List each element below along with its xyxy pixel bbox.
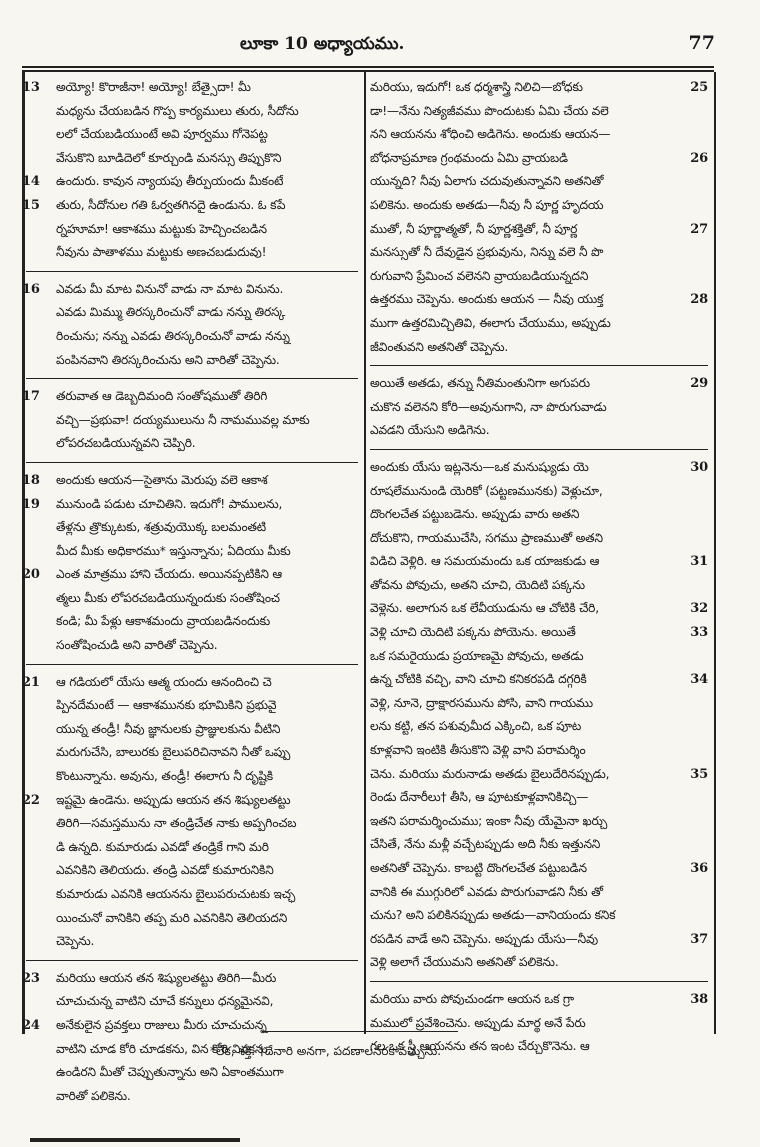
text-line [370, 574, 708, 598]
text-line [26, 325, 358, 349]
header-rule [22, 66, 714, 68]
verse-block [22, 462, 358, 664]
text-line [26, 147, 358, 171]
verse-number: 35 [690, 766, 708, 782]
line-text: రుగువాని ప్రేమించ వలెనని వ్రాయబడియున్నదని [370, 268, 589, 283]
line-text: త్మలు మీకు లోపరచబడియున్నందుకు సంతోషించ [56, 590, 280, 605]
text-line [370, 810, 708, 834]
text-line [22, 278, 358, 302]
text-line [370, 288, 708, 312]
verse-number: 31 [690, 554, 708, 570]
verse-number: 13 [22, 80, 40, 95]
line-text: వెళ్లెను. అలాగున ఒక లేవీయుడును ఆ చోటికి చేరి, [370, 601, 599, 616]
text-line [26, 301, 358, 325]
line-text: ఇతని పరామర్శించుము; ఇంకా నీవు యేమైనా ఖర్చు [370, 813, 608, 828]
footnote: *లేక, శక్తి. †దేనారి అనగా, పదణాలనరకావచ్చును. [210, 1044, 442, 1058]
line-text: ప్పినదేమంటే — ఆకాశమునకు భూమికిని ప్రభువై [56, 698, 277, 713]
text-line [370, 480, 708, 504]
text-line [370, 170, 708, 194]
line-text: అయితే అతడు, తన్ను నీతిమంతునిగా అగుపరు [370, 376, 590, 391]
line-text: ఎంత మాత్రము హాని చేయదు. అయినప్పటికిని ఆ [56, 567, 282, 582]
verse-number: 24 [22, 1017, 40, 1033]
text-line [370, 928, 708, 952]
line-text: తోవను పోవుచు, అతని చూచి, యెదిటి పక్కను [370, 577, 585, 592]
text-line [22, 170, 358, 194]
page-header [20, 30, 715, 60]
line-text: తేళ్లను త్రొక్కుటకు, శత్రువుయొక్క బలమంతటి [56, 520, 266, 535]
line-text: లలో చేయబడియుంటే అవి పూర్వము గోనెపట్ట [56, 127, 268, 142]
text-line [26, 349, 358, 373]
line-text: ఎవడు మీ మాట వినునో వాడు నా మాట వినును. [56, 281, 284, 296]
verse-block [370, 449, 708, 981]
bottom-rule [30, 1138, 240, 1142]
text-line [370, 419, 708, 443]
text-line [26, 812, 358, 836]
line-text: సంతోషించుడి అని వారితో చెప్పెను. [56, 638, 218, 653]
column-divider [364, 72, 366, 1034]
text-line [370, 372, 708, 396]
text-line [22, 967, 358, 991]
line-text: విడిచి వెళ్లిరి. ఆ సమయమందు ఒక యాజకుడు ఆ [370, 554, 600, 569]
page-number: 77 [688, 32, 715, 54]
text-line [370, 645, 708, 669]
line-text: ఇష్టమై ఉండెను. అప్పుడు ఆయన తన శిష్యులతట్టు [56, 792, 291, 807]
text-line [370, 527, 708, 551]
text-line [370, 951, 708, 975]
text-line [22, 493, 358, 517]
line-text: చెప్పెను. [56, 934, 95, 949]
text-line [26, 765, 358, 789]
line-text: ఉందురు. కావున న్యాయపు తీర్పుయందు మీకంటే [56, 174, 284, 189]
text-line [26, 741, 358, 765]
text-line [22, 469, 358, 493]
text-line [370, 218, 708, 242]
text-line [370, 786, 708, 810]
text-line [22, 789, 358, 813]
line-text: వేసుకొని బూడిదెలో కూర్చుండి మనస్సు తిప్పుకొని [56, 150, 282, 165]
line-text: చూచుచున్న వాటిని చూచే కన్నులు ధన్యమైనవి, [56, 994, 274, 1009]
verse-number: 21 [22, 674, 40, 690]
text-line [370, 147, 708, 171]
line-text: యున్న తండ్రీ! నీవు జ్ఞానులకు ప్రాజ్ఞులకును వీటిని [56, 721, 281, 736]
verse-block [22, 378, 358, 462]
text-line [26, 540, 358, 564]
line-text: లోపరచబడియున్నవని చెప్పిరి. [56, 436, 196, 451]
right-column [370, 76, 708, 1065]
line-text: ర్నహూమా! ఆకాశము మట్టుకు హెచ్చించబడిన [56, 221, 267, 236]
line-text: బోధనాప్రమాణ గ్రంథమందు ఏమి వ్రాయబడి [370, 150, 568, 165]
verse-number: 20 [22, 567, 40, 583]
line-text: మునుండి పడుట చూచితిని. ఇదుగో! పాములను, [56, 496, 283, 511]
text-line [26, 432, 358, 456]
line-text: మధ్యను చేయబడిన గొప్ప కార్యములు తురు, సీదోను [56, 103, 299, 118]
line-text: డా!—నేను నిత్యజీవము పొందుటకు ఏమి చేయ వలె [370, 103, 609, 118]
line-text: మరుగుచేసి, బాలురకు బైలుపరిచినావని నీతో ఒప్పు [56, 745, 291, 760]
text-line [370, 597, 708, 621]
line-text: పలికెను. అందుకు అతడు—నీవు నీ పూర్ణ హృదయ [370, 197, 604, 212]
text-line [26, 907, 358, 931]
text-line [370, 763, 708, 787]
text-line [26, 218, 358, 242]
line-text: వారితో పలికెను. [56, 1088, 131, 1103]
line-text: కుమారుడు ఎవనికి ఆయనను బైలుపరుచుటకు ఇచ్ఛ [56, 887, 296, 901]
verse-block [22, 960, 358, 1115]
text-line [370, 621, 708, 645]
verse-number: 14 [22, 174, 40, 190]
line-text: యించునో వానికిని తప్ప మరి ఎవనికిని తెలియదని [56, 910, 288, 925]
line-text: వాటిని చూడ కోరి చూడకను, విన కోరి వినకను, [56, 1041, 272, 1056]
verse-number: 36 [690, 861, 708, 876]
line-text: మీద మీకు అధికారము* ఇస్తున్నాను; ఏదియు మీకు [56, 543, 291, 558]
line-text: వెళ్లి చూచి యెదిటి పక్కను పోయెను. అయితే [370, 625, 576, 640]
text-line [370, 692, 708, 716]
line-text: వచ్చి—ప్రభువా! దయ్యములును నీ నామమువల్ల మాకు [56, 412, 310, 427]
verse-number: 32 [690, 601, 708, 617]
text-line [22, 671, 358, 695]
text-line [22, 563, 358, 587]
text-line [26, 718, 358, 742]
verse-number: 37 [690, 931, 708, 947]
text-line [26, 409, 358, 433]
line-text: దొంగలచేత పట్టుబడెను. అప్పుడు వారు అతని [370, 507, 580, 522]
verse-number: 28 [690, 292, 708, 308]
text-line [26, 516, 358, 540]
line-text: తిరిగి—సమస్తమును నా తండ్రిచేత నాకు అప్పగించబ [56, 816, 297, 831]
text-line [370, 336, 708, 360]
verse-number: 26 [690, 150, 708, 166]
verse-number: 25 [690, 80, 708, 95]
line-text: పంపినవాని తిరస్కరించును అని వారితో చెప్పెను. [56, 352, 280, 367]
text-line [370, 857, 708, 881]
text-line [26, 990, 358, 1014]
line-text: ఎవడని యేసుని అడిగెను. [370, 423, 490, 438]
verse-block [370, 365, 708, 449]
header-rule-double [22, 70, 714, 72]
verse-number: 17 [22, 389, 40, 405]
line-text: అతనితో చెప్పెను. కాబట్టి దొంగలచేత పట్టుబడిన [370, 861, 587, 875]
text-line [370, 241, 708, 265]
line-text: గల ఒక స్త్రీ ఆయనను తన ఇంట చేర్చుకొనెను. ఆ [370, 1039, 590, 1054]
verse-number: 23 [22, 970, 40, 986]
verse-block [370, 76, 708, 365]
line-text: ఎవనికిని తెలియదు. తండ్రి ఎవడో కుమారునికిని [56, 863, 274, 878]
line-text: మరియు ఆయన తన శిష్యులతట్టు తిరిగి—మీరు [56, 970, 277, 985]
line-text: రపడిన వాడే అని చెప్పెను. అప్పుడు యేసు—నీవు [370, 931, 598, 946]
verse-number: 33 [690, 625, 708, 641]
line-text: మనస్సుతో నీ దేవుడైన ప్రభువును, నిన్ను వలె నీ పొ [370, 245, 604, 260]
line-text: ఉత్తరము చెప్పెను. అందుకు ఆయన — నీవు యుక్త [370, 292, 604, 307]
text-line [370, 988, 708, 1012]
verse-number: 27 [690, 221, 708, 237]
chapter-title: లూకా 10 అధ్యాయము. [240, 34, 405, 54]
verse-number: 29 [690, 376, 708, 392]
text-line [370, 265, 708, 289]
text-line [26, 859, 358, 883]
line-text: దోచుకొని, గాయముచేసి, సగము ప్రాణముతో అతని [370, 530, 603, 545]
text-line [26, 241, 358, 265]
line-text: ముగా ఉత్తరమిచ్చితివి, ఈలాగు చేయుము, అప్పుడు [370, 315, 611, 330]
text-line [370, 456, 708, 480]
line-text: అందుకు యేసు ఇట్లనెను—ఒక మనుష్యుడు యె [370, 459, 589, 474]
text-line [370, 194, 708, 218]
text-line [26, 1085, 358, 1109]
verse-number: 30 [690, 459, 708, 475]
verse-number: 19 [22, 496, 40, 512]
line-text: డి ఉన్నది. కుమారుడు ఎవడో తండ్రికే గాని మరి [56, 839, 269, 854]
line-text: కొంటున్నాను. అవును, తండ్రీ! ఈలాగు నీ దృష్టికి [56, 769, 273, 784]
text-line [370, 76, 708, 100]
line-text: తురు, సీదోనుల గతి ఓర్వతగినదై ఉండును. ఓ కపే [56, 197, 286, 212]
text-line [22, 1014, 358, 1038]
line-text: వెళ్లి, నూనె, ద్రాక్షారసమును పోసి, వాని గాయము [370, 695, 593, 710]
right-border [714, 72, 716, 1034]
line-text: నని ఆయనను శోధించి అడిగెను. అందుకు ఆయన— [370, 127, 611, 142]
line-text: మరియు, ఇదుగో! ఒక ధర్మశాస్త్రి నిలిచి—బోధకు [370, 80, 583, 94]
verse-number: 16 [22, 281, 40, 297]
text-line [22, 194, 358, 218]
verse-number: 22 [22, 792, 40, 808]
text-line [26, 587, 358, 611]
line-text: వానికి ఈ ముగ్గురిలో ఎవడు పొరుగువాడని నీకు తో [370, 884, 603, 899]
verse-number: 18 [22, 472, 40, 488]
footnote-rule [262, 1031, 458, 1032]
line-text: యున్నది? నీవు ఏలాగు చదువుతున్నావని అతనితో [370, 174, 604, 189]
text-line [22, 385, 358, 409]
text-line [22, 76, 358, 100]
verse-block [22, 664, 358, 960]
line-text: కండి; మీ పేళ్లు ఆకాశమందు వ్రాయబడినందుకు [56, 614, 270, 629]
text-line [370, 550, 708, 574]
line-text: అయ్యో! కొరాజీనా! అయ్యో! బేత్సైదా! మీ [56, 80, 251, 94]
line-text: ముతో, నీ పూర్ణాత్మతో, నీ పూర్ణశక్తితో, నీ పూర్ణ [370, 221, 578, 236]
verse-number: 34 [690, 672, 708, 688]
line-text: రించును; నన్ను ఎవడు తిరస్కరించునో వాడు నన్ను [56, 328, 290, 343]
line-text: తరువాత ఆ డెబ్బదిమంది సంతోషముతో తిరిగి [56, 389, 268, 404]
line-text: ఆ గడియలో యేసు ఆత్మ యందు ఆనందించి చె [56, 674, 272, 689]
text-line [370, 881, 708, 905]
text-line [370, 904, 708, 928]
text-line [26, 100, 358, 124]
text-line [370, 123, 708, 147]
text-line [370, 396, 708, 420]
line-text: రూషలేమునుండి యెరికో (పట్టణమునకు) వెళ్లుచూ, [370, 483, 603, 498]
text-line [26, 123, 358, 147]
line-text: అనేకులైన ప్రవక్తలు రాజులు మీరు చూచుచున్న [56, 1017, 267, 1032]
line-text: వెళ్లి అలాగే చేయుమని అతనితో పలికెను. [370, 955, 559, 970]
line-text: మరియు వారు పోవుచుండగా ఆయన ఒక గ్రా [370, 991, 574, 1006]
line-text: రెండు దేనారీలు† తీసి, ఆ పూటకూళ్లవానికిచ్చి— [370, 790, 589, 805]
text-line [370, 503, 708, 527]
line-text: జీవింతువని అతనితో చెప్పెను. [370, 339, 509, 354]
line-text: మములో ప్రవేశించెను. అప్పుడు మార్థ అనే పేరు [370, 1015, 586, 1030]
text-line [370, 312, 708, 336]
line-text: కూళ్లవాని ఇంటికి తీసుకొని వెళ్లి వాని పరామర్శిం [370, 743, 586, 758]
line-text: ఒక సమరైయుడు ప్రయాణమై పోవుచు, అతడు [370, 648, 584, 663]
line-text: ఉండిరని మీతో చెప్పుతున్నాను అని ఏకాంతముగా [56, 1065, 284, 1080]
verse-number: 15 [22, 197, 40, 213]
verse-number: 38 [690, 991, 708, 1007]
text-line [26, 930, 358, 954]
left-column [22, 76, 358, 1114]
text-line [370, 668, 708, 692]
text-line [26, 836, 358, 860]
text-line [370, 739, 708, 763]
verse-block [22, 271, 358, 378]
text-line [370, 715, 708, 739]
line-text: ఎవడు మిమ్ము తిరస్కరించునో వాడు నన్ను తిరస్క [56, 305, 286, 320]
text-line [26, 610, 358, 634]
line-text: చును? అని పలికినప్పుడు అతడు—వానియందు కనిక [370, 908, 616, 923]
line-text: చెను. మరియు మరునాడు అతడు బైలుదేరినప్పుడు, [370, 766, 610, 781]
text-line [26, 1061, 358, 1085]
text-line [370, 100, 708, 124]
line-text: లను కట్టి, తన పశువుమీద ఎక్కించి, ఒక పూట [370, 719, 582, 734]
line-text: చేసితే, నేను మళ్లీ వచ్చేటప్పుడు అది నీకు ఇత్తునని [370, 837, 601, 852]
text-line [370, 833, 708, 857]
verse-block [22, 76, 358, 271]
text-line [26, 883, 358, 907]
line-text: నీవును పాతాళము మట్టుకు అణచబడుదువు! [56, 245, 267, 260]
text-line [26, 634, 358, 658]
line-text: అందుకు ఆయన—సైతాను మెరుపు వలె ఆకాశ [56, 472, 268, 487]
text-line [26, 694, 358, 718]
line-text: ఉన్న చోటికి వచ్చి, వాని చూచి కనికరపడి దగ్గరికి [370, 672, 587, 687]
line-text: చుకొన వలెనని కోరి—అవునుగాని, నా పొరుగువాడు [370, 399, 607, 414]
